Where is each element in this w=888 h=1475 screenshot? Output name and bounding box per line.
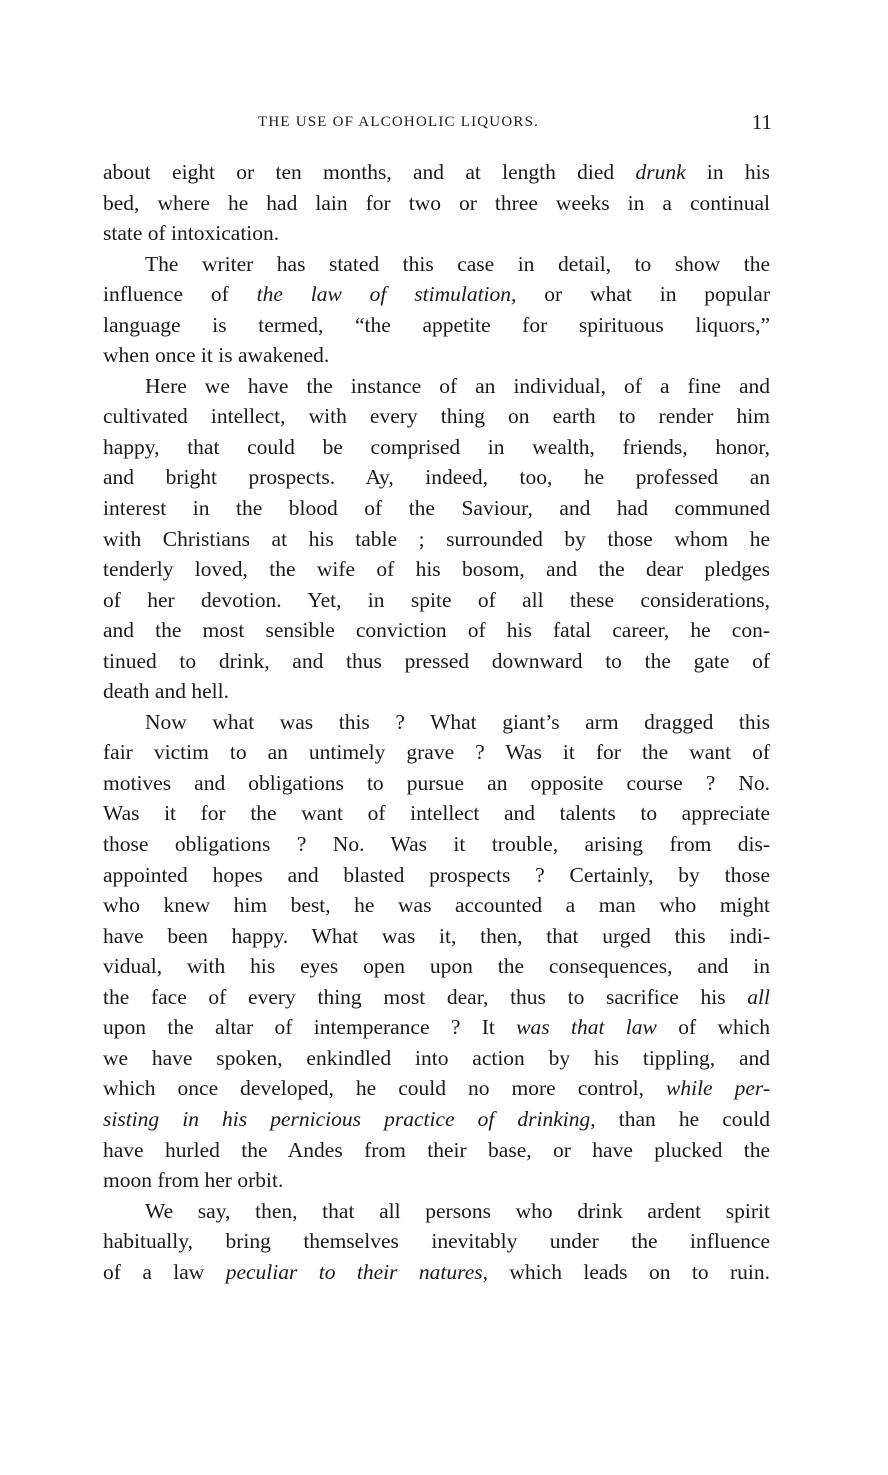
text-segment: and bright prospects. Ay, indeed, too, he professed an xyxy=(103,465,770,490)
running-title: THE USE OF ALCOHOLIC LIQUORS. xyxy=(258,114,540,130)
text-line xyxy=(103,249,770,280)
text-segment: interest in the blood of the Saviour, and had communed xyxy=(103,496,770,521)
text-line xyxy=(103,524,770,555)
text-segment: who knew him best, he was accounted a man who might xyxy=(103,893,770,918)
text-segment: moon from her orbit. xyxy=(103,1168,284,1193)
text-line xyxy=(103,462,770,493)
text-line xyxy=(103,921,770,952)
text-line xyxy=(103,340,770,371)
text-segment: fair victim to an untimely grave ? Was it for the want of xyxy=(103,740,770,765)
text-line xyxy=(103,1104,770,1135)
text-segment: have hurled the Andes from their base, or have plucked the xyxy=(103,1137,770,1162)
text-line xyxy=(103,646,770,677)
text-segment: vidual, with his eyes open upon the consequences, and in xyxy=(103,954,770,979)
text-line xyxy=(103,1012,770,1043)
text-segment: upon the altar of intemperance ? It xyxy=(103,1015,517,1040)
text-line xyxy=(103,432,770,463)
text-segment: Now what was this ? What giant’s arm dragged this xyxy=(145,709,770,734)
text-segment: of which xyxy=(656,1015,771,1040)
text-line xyxy=(103,188,770,219)
text-segment: in his xyxy=(685,160,770,184)
italic-text: while per- xyxy=(666,1076,771,1101)
text-line xyxy=(103,890,770,921)
text-line xyxy=(103,279,770,310)
page-number: 11 xyxy=(751,110,772,134)
italic-text: peculiar to their natures, xyxy=(225,1259,488,1284)
text-segment: habitually, bring themselves inevitably under the influence xyxy=(103,1229,770,1254)
text-segment: tenderly loved, the wife of his bosom, and the dear pledges xyxy=(103,557,770,582)
text-line xyxy=(103,401,770,432)
text-line xyxy=(103,615,770,646)
italic-text: all xyxy=(747,984,770,1009)
text-line xyxy=(103,737,770,768)
text-line xyxy=(103,157,770,188)
text-segment: have been happy. What was it, then, that urged this indi- xyxy=(103,923,770,948)
text-segment: Was it for the want of intellect and talents to appreciate xyxy=(103,801,770,826)
text-segment: of a law xyxy=(103,1259,226,1284)
text-segment: or what in popular xyxy=(516,282,770,307)
text-line xyxy=(103,1135,770,1166)
text-line xyxy=(103,1226,770,1257)
italic-text: the law of stimulation, xyxy=(256,282,517,307)
text-line xyxy=(103,310,770,341)
text-line xyxy=(103,1196,770,1227)
text-segment: we have spoken, enkindled into action by his tippling, and xyxy=(103,1045,770,1070)
text-segment: appointed hopes and blasted prospects ? Certainly, by those xyxy=(103,862,770,887)
italic-text: was that law xyxy=(516,1015,657,1040)
text-line xyxy=(103,982,770,1013)
text-line xyxy=(103,1165,770,1196)
text-segment: death and hell. xyxy=(103,679,229,704)
text-segment: about eight or ten months, and at length died xyxy=(103,160,636,184)
text-segment: when once it is awakened. xyxy=(103,343,330,368)
text-segment: than he could xyxy=(595,1106,770,1131)
text-line xyxy=(103,1043,770,1074)
text-line xyxy=(103,371,770,402)
text-segment: happy, that could be comprised in wealth, friends, honor, xyxy=(103,434,770,459)
text-line xyxy=(103,676,770,707)
page-header xyxy=(103,112,770,140)
text-segment: the face of every thing most dear, thus to sacrifice his xyxy=(103,984,748,1009)
text-segment: bed, where he had lain for two or three weeks in a continual xyxy=(103,190,770,215)
text-line xyxy=(103,860,770,891)
text-line xyxy=(103,707,770,738)
text-line xyxy=(103,1073,770,1104)
text-line xyxy=(103,585,770,616)
text-segment: Here we have the instance of an individual, of a fine and xyxy=(145,373,770,398)
text-segment: and the most sensible conviction of his fatal career, he con- xyxy=(103,618,770,643)
text-line xyxy=(103,1257,770,1288)
text-segment: We say, then, that all persons who drink ardent spirit xyxy=(145,1198,770,1223)
text-segment: state of intoxication. xyxy=(103,221,280,246)
text-segment: influence of xyxy=(103,282,257,307)
italic-text: drunk xyxy=(635,160,686,184)
text-line xyxy=(103,554,770,585)
text-segment: with Christians at his table ; surrounded by those whom he xyxy=(103,526,770,551)
text-line xyxy=(103,951,770,982)
text-segment: The writer has stated this case in detail, to show the xyxy=(145,251,770,276)
text-segment: motives and obligations to pursue an opposite course ? No. xyxy=(103,770,770,795)
body-text xyxy=(103,157,770,1287)
text-line xyxy=(103,829,770,860)
text-segment: tinued to drink, and thus pressed downward to the gate of xyxy=(103,648,770,673)
text-segment: of her devotion. Yet, in spite of all these considerations, xyxy=(103,587,770,612)
text-segment: cultivated intellect, with every thing on earth to render him xyxy=(103,404,770,429)
text-line xyxy=(103,768,770,799)
text-line xyxy=(103,493,770,524)
text-segment: those obligations ? No. Was it trouble, arising from dis- xyxy=(103,832,770,857)
text-segment: which once developed, he could no more control, xyxy=(103,1076,667,1101)
text-line xyxy=(103,798,770,829)
text-segment: language is termed, “the appetite for spirituous liquors,” xyxy=(103,312,770,337)
text-line xyxy=(103,218,770,249)
italic-text: sisting in his pernicious practice of drinking, xyxy=(103,1106,596,1131)
text-segment: which leads on to ruin. xyxy=(488,1259,770,1284)
